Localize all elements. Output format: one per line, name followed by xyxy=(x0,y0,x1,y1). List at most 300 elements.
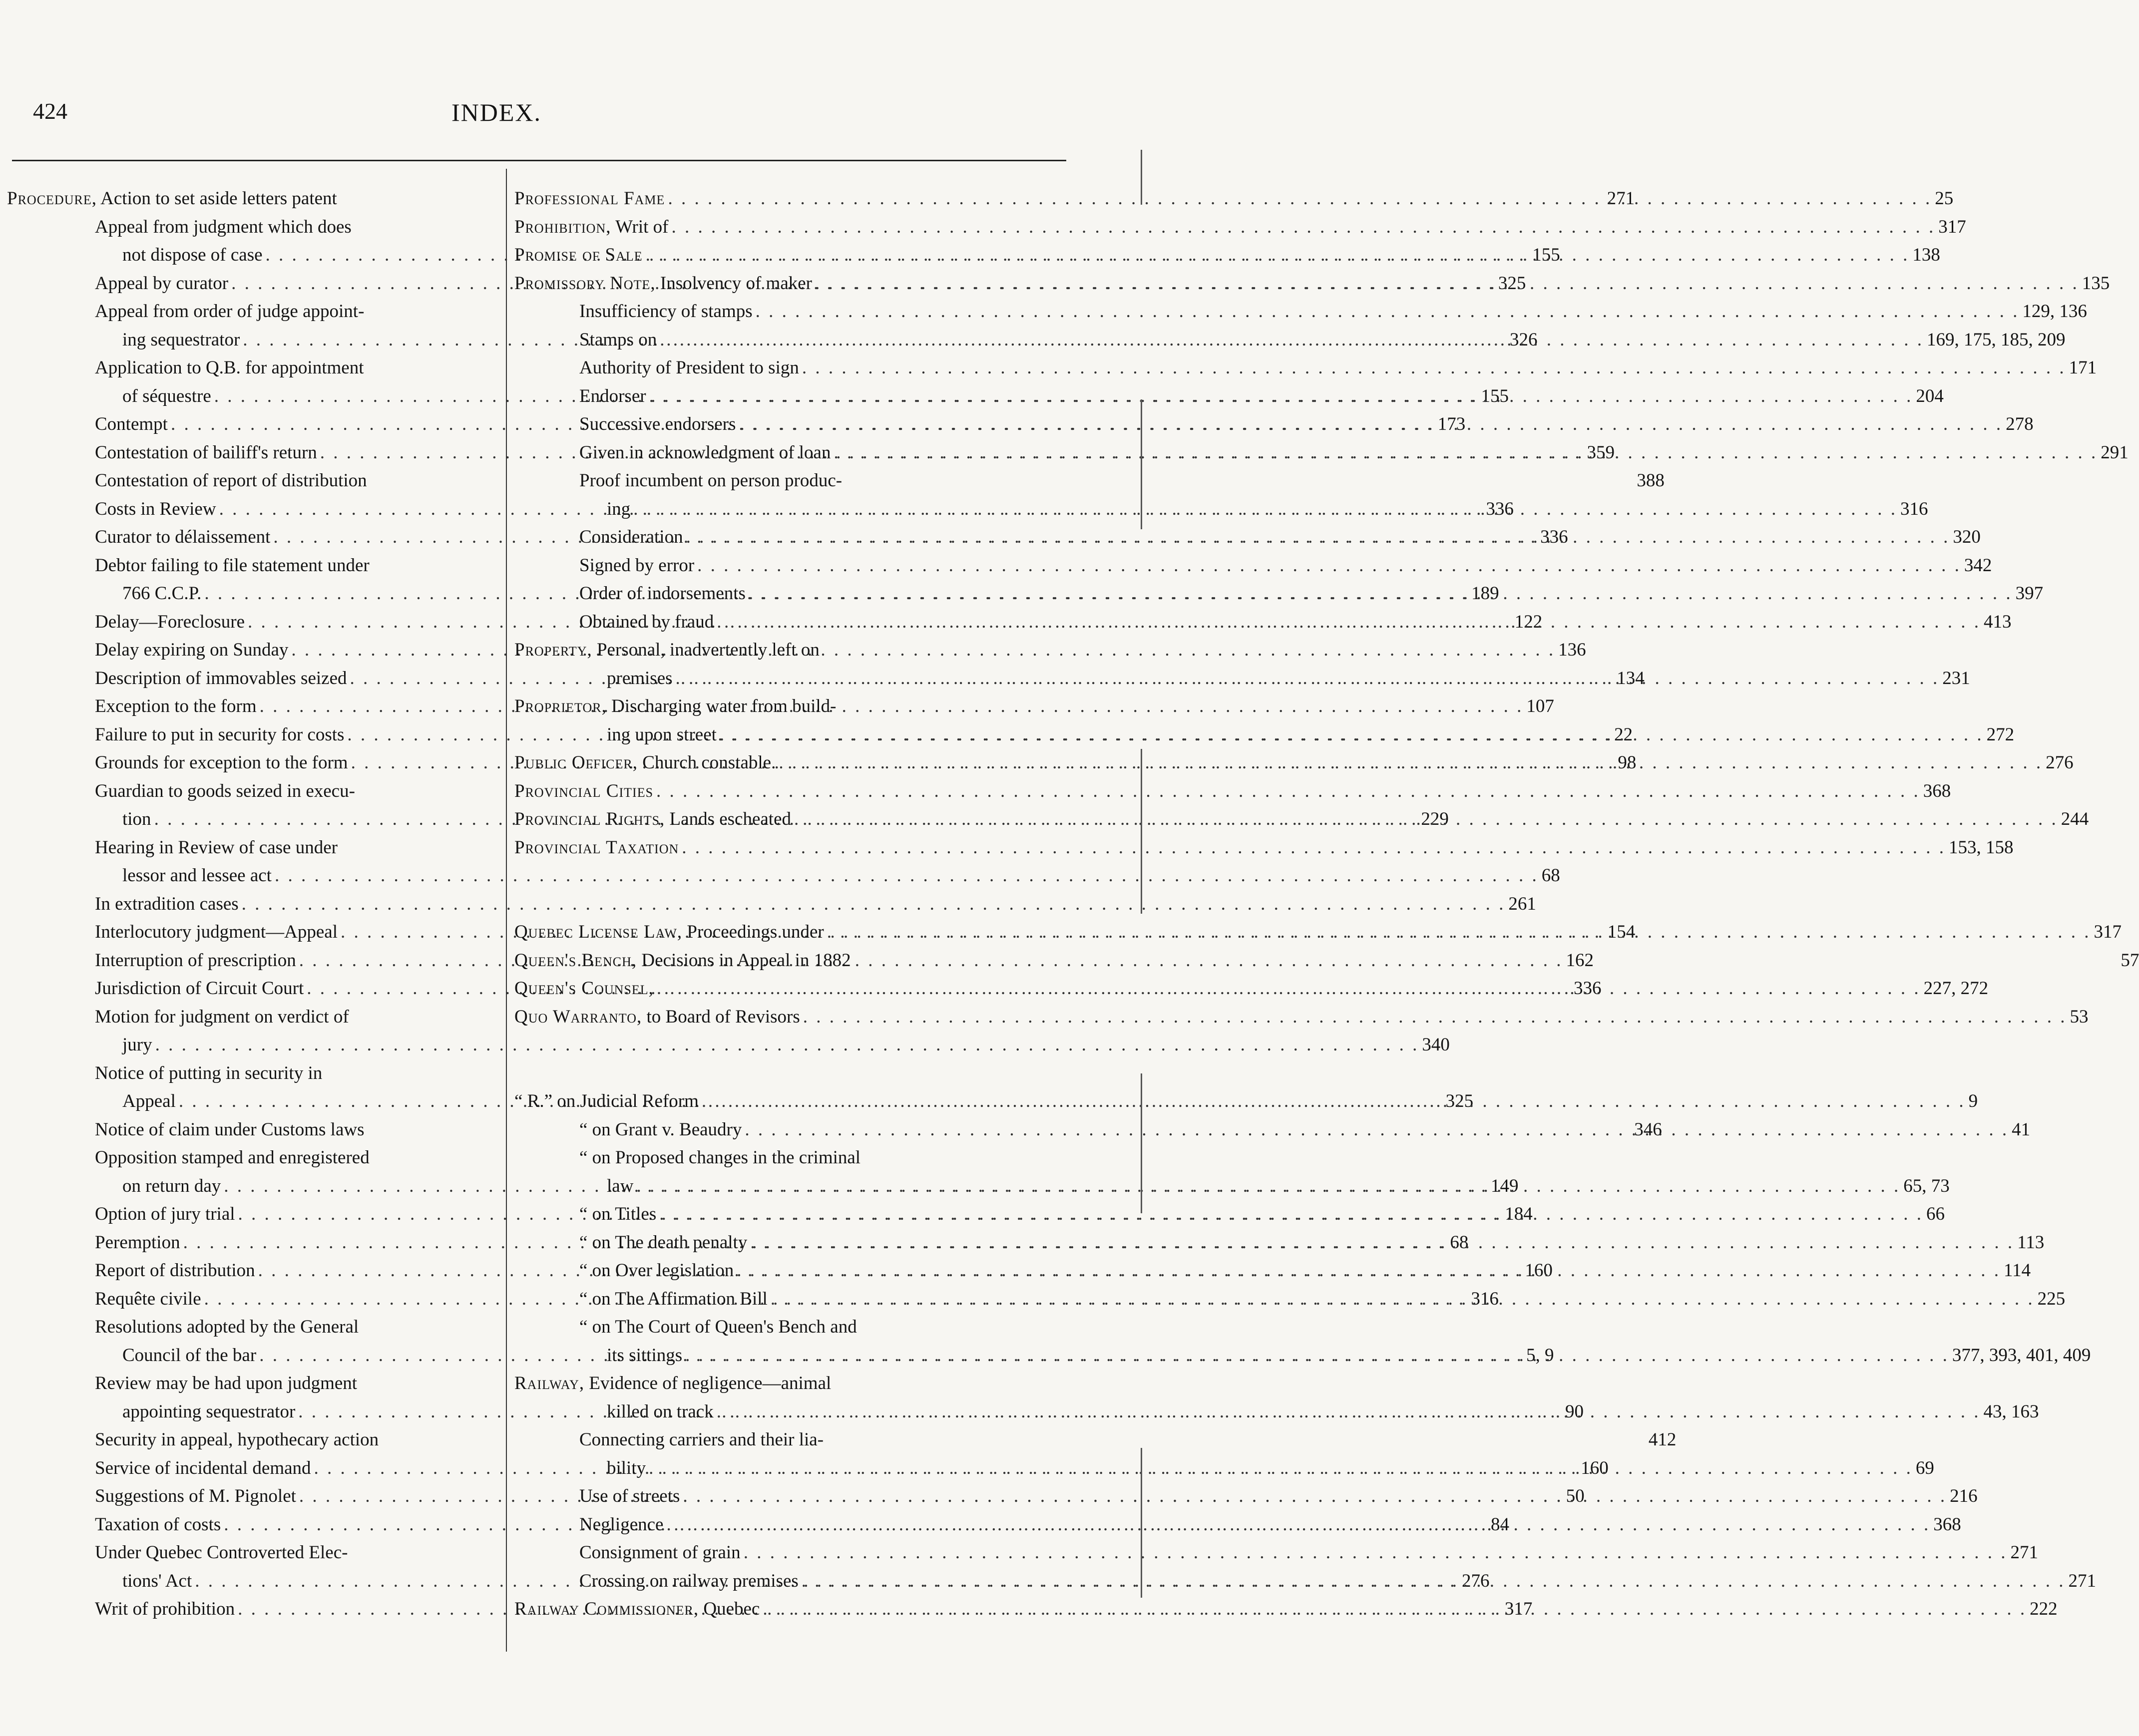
leader-dots xyxy=(686,523,1950,552)
index-subentry: Security in appeal, hypothecary action xyxy=(95,1429,379,1450)
index-subentry: tion xyxy=(122,809,151,829)
page-reference: 69 xyxy=(1915,1457,1934,1478)
index-entry-text xyxy=(95,467,367,495)
index-entry-text xyxy=(122,1087,176,1116)
page-reference: 261 xyxy=(1508,893,1536,914)
index-subentry: Opposition stamped and enregistered xyxy=(95,1147,370,1168)
page-reference: 9 xyxy=(1968,1091,1978,1111)
index-entry-text xyxy=(514,241,643,270)
index-entry xyxy=(0,1003,505,1032)
index-entry-text xyxy=(514,1370,831,1398)
index-subentry: its sittings xyxy=(607,1345,683,1366)
index-heading: Railway Commissioner, xyxy=(514,1599,699,1619)
index-entry-text xyxy=(514,1595,760,1624)
page-reference: 316 xyxy=(1471,1288,1499,1309)
index-entry-text xyxy=(579,523,683,552)
index-subentry: Lands escheated xyxy=(665,809,792,829)
index-entry-text xyxy=(579,298,753,326)
leader-dots xyxy=(763,1595,2027,1624)
margin-mark xyxy=(1141,150,1142,205)
page-reference: 346 xyxy=(1634,1119,1662,1140)
leader-dots xyxy=(656,777,1920,806)
index-subentry: Quebec xyxy=(699,1599,760,1619)
index-subentry: Notice of claim under Customs laws xyxy=(95,1119,365,1140)
index-subentry: Authority of President to sign xyxy=(579,357,799,378)
index-subentry: ing upon street xyxy=(607,724,717,745)
index-entry xyxy=(0,862,1560,890)
page-number: 424 xyxy=(33,98,67,124)
page-reference: 57 xyxy=(2121,950,2139,971)
index-heading: Provincial Taxation xyxy=(514,837,679,858)
index-subentry: Personal, inadvertently left on xyxy=(592,640,820,660)
margin-mark xyxy=(1141,749,1142,914)
index-entry xyxy=(514,1031,976,1059)
index-subentry: Appeal from order of judge appoint- xyxy=(95,301,365,322)
page-reference: 316 xyxy=(1900,498,1928,519)
page-title: INDEX. xyxy=(451,98,542,126)
header-rule-left xyxy=(12,160,439,161)
index-subentry: jury xyxy=(122,1035,152,1055)
page-reference: 340 xyxy=(1422,1035,1450,1055)
index-entry-text xyxy=(95,918,338,947)
index-entry xyxy=(514,777,1951,806)
index-entry-text xyxy=(514,947,851,975)
index-entry-text xyxy=(579,552,694,580)
page-reference: 138 xyxy=(1912,245,1940,265)
index-subentry: “ on The Court of Queen's Bench and xyxy=(579,1317,857,1337)
index-entry-text xyxy=(95,1539,348,1567)
index-subentry: bility xyxy=(607,1457,646,1478)
page-reference: 171 xyxy=(2069,357,2097,378)
index-subentry: Option of jury trial xyxy=(95,1204,235,1224)
index-entry xyxy=(514,1539,2038,1567)
index-subentry: “ on Grant v. Beaudry xyxy=(579,1119,742,1140)
leader-dots xyxy=(676,665,1940,693)
index-entry xyxy=(514,552,1992,580)
index-subentry: Crossing on railway premises xyxy=(579,1570,799,1591)
index-subentry: “ on Over legislation xyxy=(579,1260,734,1281)
page-reference: 325 xyxy=(1498,273,1526,294)
index-entry-text xyxy=(579,1144,860,1172)
index-entry-text xyxy=(95,1229,180,1257)
index-heading: Property, xyxy=(514,640,592,660)
index-entry-text xyxy=(579,1426,824,1454)
index-entry xyxy=(514,834,2014,862)
page-reference: 368 xyxy=(1923,780,1951,801)
index-entry xyxy=(0,1059,505,1088)
index-subentry: Appeal from judgment which does xyxy=(95,216,352,237)
page-reference: 342 xyxy=(1964,555,1992,576)
index-subentry: Service of incidental demand xyxy=(95,1457,311,1478)
index-entry-text xyxy=(122,805,151,834)
index-subentry: Application to Q.B. for appointment xyxy=(95,357,364,378)
page-reference: 276 xyxy=(1462,1570,1490,1591)
page-reference: 317 xyxy=(2094,922,2122,942)
index-entry-text xyxy=(514,636,820,665)
index-subentry: Contempt xyxy=(95,414,168,434)
index-subentry: killed on track xyxy=(607,1401,714,1422)
index-entry-text xyxy=(579,354,799,382)
leader-dots xyxy=(802,354,2066,382)
leader-dots xyxy=(657,975,1921,1003)
leader-dots xyxy=(827,918,2091,947)
page-reference: 160 xyxy=(1525,1260,1553,1281)
index-entry-text xyxy=(514,834,679,862)
index-entry xyxy=(0,777,505,806)
margin-mark xyxy=(1141,399,1142,529)
index-entry-text xyxy=(95,298,364,326)
page-reference: 50 xyxy=(1566,1486,1585,1506)
index-entry-text xyxy=(579,1200,656,1229)
index-entry xyxy=(0,1031,1450,1059)
index-subentry: Grounds for exception to the form xyxy=(95,752,348,773)
index-entry-text xyxy=(122,1342,256,1370)
leader-dots xyxy=(717,1398,1981,1426)
leader-dots xyxy=(739,410,2003,439)
page-reference: 113 xyxy=(2017,1232,2045,1253)
index-subentry: Contestation of report of distribution xyxy=(95,470,367,491)
page-reference: 204 xyxy=(1916,385,1944,406)
index-heading: Provincial Cities xyxy=(514,780,654,801)
page-reference: 271 xyxy=(2010,1542,2038,1563)
index-entry-text xyxy=(95,1426,379,1454)
page-reference: 326 xyxy=(1510,329,1538,350)
index-entry-text xyxy=(95,1003,349,1032)
index-subentry: Delay—Foreclosure xyxy=(95,611,245,632)
margin-mark xyxy=(1141,1073,1142,1213)
index-entry-text xyxy=(95,213,352,242)
leader-dots xyxy=(702,1087,1966,1116)
index-entry-text xyxy=(95,608,245,637)
leader-dots xyxy=(803,1003,2067,1032)
index-entry-text xyxy=(514,918,824,947)
page-reference: 53 xyxy=(2070,1006,2089,1027)
index-entry-text xyxy=(95,1511,221,1539)
leader-dots xyxy=(659,1200,1923,1229)
index-entry-text xyxy=(579,1257,734,1285)
index-entry-text xyxy=(514,213,668,242)
index-subentry: Exception to the form xyxy=(95,696,257,716)
index-subentry: Insolvency of maker xyxy=(655,273,812,294)
index-entry xyxy=(0,298,505,326)
index-entry-text xyxy=(122,862,272,890)
page-reference: 122 xyxy=(1514,611,1543,632)
index-subentry: Successive endorsers xyxy=(579,414,736,434)
index-subentry: Interruption of prescription xyxy=(95,950,296,971)
index-heading: Queen's Bench, xyxy=(514,950,637,971)
index-entry-text xyxy=(95,975,304,1003)
index-entry-text xyxy=(579,1229,747,1257)
index-subentry: “ on The death penalty xyxy=(579,1232,748,1253)
index-entry-text xyxy=(95,270,228,298)
index-subentry: Costs in Review xyxy=(95,498,216,519)
index-entry-text xyxy=(95,1595,235,1624)
index-subentry: Motion for judgment on verdict of xyxy=(95,1006,349,1027)
page-reference: 65, 73 xyxy=(1903,1175,1950,1196)
index-entry-text xyxy=(95,1482,296,1511)
page-reference: 229 xyxy=(1421,809,1449,829)
index-subentry: Guardian to goods seized in execu- xyxy=(95,780,355,801)
page-reference: 325 xyxy=(1445,1091,1474,1111)
page-reference: 25 xyxy=(1935,188,1954,209)
header-rule-right xyxy=(385,160,1066,161)
leader-dots xyxy=(660,326,1924,354)
page-reference: 41 xyxy=(2012,1119,2031,1140)
page-reference: 22 xyxy=(1614,724,1633,745)
index-entry-text xyxy=(514,749,776,777)
index-entry xyxy=(514,890,976,919)
index-entry-text xyxy=(95,834,338,862)
index-entry-text xyxy=(514,975,654,1003)
index-subentry: “ on Proposed changes in the criminal xyxy=(579,1147,861,1168)
index-entry-text xyxy=(122,1172,221,1201)
page-reference: 359 xyxy=(1587,442,1615,463)
index-entry-text xyxy=(95,1313,359,1342)
index-subentry: Curator to délaissement xyxy=(95,527,271,547)
index-subentry: law xyxy=(607,1175,634,1196)
index-subentry: to Board of Revisors xyxy=(642,1006,800,1027)
index-entry-text xyxy=(579,382,646,411)
page-reference: 84 xyxy=(1491,1514,1509,1535)
index-entry-text xyxy=(95,1257,255,1285)
index-entry-text xyxy=(95,552,370,580)
page-reference: 68 xyxy=(1450,1232,1469,1253)
index-entry xyxy=(514,298,2087,326)
index-entry xyxy=(514,1144,976,1172)
index-entry xyxy=(514,862,976,890)
page-reference: 154 xyxy=(1607,922,1636,942)
index-subentry: on return day xyxy=(122,1175,221,1196)
page-reference: 98 xyxy=(1618,752,1637,773)
index-heading: Professional Fame xyxy=(514,188,665,209)
index-subentry: “ on The Affirmation Bill xyxy=(579,1288,768,1309)
index-subentry: Peremption xyxy=(95,1232,180,1253)
page-reference: 377, 393, 401, 409 xyxy=(1952,1345,2091,1366)
page-reference: 225 xyxy=(2037,1288,2066,1309)
index-entry-text xyxy=(95,636,288,665)
leader-dots xyxy=(720,721,1984,749)
index-entry-text xyxy=(95,665,347,693)
leader-dots xyxy=(683,1482,1947,1511)
index-entry-text xyxy=(607,721,717,749)
page-reference: 90 xyxy=(1565,1401,1584,1422)
index-subentry: Action to set aside letters patent xyxy=(96,188,337,209)
index-entry-text xyxy=(514,777,653,806)
index-entry xyxy=(514,1003,2089,1032)
leader-dots xyxy=(685,1342,1949,1370)
index-subentry: Council of the bar xyxy=(122,1345,257,1366)
index-entry-text xyxy=(579,1539,741,1567)
index-subentry: Contestation of bailiff's return xyxy=(95,442,317,463)
index-entry-text xyxy=(7,185,337,213)
page-reference: 271 xyxy=(1607,188,1635,209)
page-reference: 397 xyxy=(2015,583,2044,604)
leader-dots xyxy=(671,213,1935,242)
page-reference: 388 xyxy=(1637,470,1665,491)
index-subentry: ing sequestrator xyxy=(122,329,240,350)
page-reference: 5, 9 xyxy=(1526,1345,1554,1366)
index-entry xyxy=(0,834,505,862)
index-entry xyxy=(514,467,976,495)
page-reference: 336 xyxy=(1486,498,1514,519)
index-entry xyxy=(514,693,976,721)
index-entry-text xyxy=(95,1059,322,1088)
page-reference: 216 xyxy=(1950,1486,1978,1506)
index-entry-text xyxy=(607,1398,714,1426)
page-reference: 227, 272 xyxy=(1923,978,1989,999)
page-reference: 276 xyxy=(2046,752,2074,773)
index-entry-text xyxy=(579,326,657,354)
index-subentry: Appeal xyxy=(122,1091,176,1111)
index-subentry: Consideration xyxy=(579,527,683,547)
index-entry-text xyxy=(607,1454,646,1483)
index-subentry: Jurisdiction of Circuit Court xyxy=(95,978,304,999)
page-reference: 153, 158 xyxy=(1949,837,2014,858)
index-heading: Proprietor, xyxy=(514,696,607,716)
index-subentry: tions' Act xyxy=(122,1570,192,1591)
index-entry-text xyxy=(514,1087,699,1116)
index-entry-text xyxy=(579,1511,663,1539)
index-subentry: Connecting carriers and their lia- xyxy=(579,1429,824,1450)
index-subentry: Stamps on xyxy=(579,329,657,350)
page-reference: 317 xyxy=(1938,216,1966,237)
index-subentry: Writ of prohibition xyxy=(95,1599,235,1619)
index-entry-text xyxy=(579,410,736,439)
index-entry-text xyxy=(514,185,665,213)
index-heading: Railway, xyxy=(514,1373,585,1393)
index-subentry: appointing sequestrator xyxy=(122,1401,296,1422)
leader-dots xyxy=(802,1567,2066,1596)
page-reference: 336 xyxy=(1540,527,1568,547)
page-reference: 155 xyxy=(1481,385,1509,406)
leader-dots xyxy=(756,298,2020,326)
index-subentry: 766 C.C.P. xyxy=(122,583,202,604)
index-subentry: Notice of putting in security in xyxy=(95,1062,323,1083)
margin-mark xyxy=(1141,1448,1142,1598)
page-reference: 173 xyxy=(1437,414,1466,434)
index-entry-text xyxy=(95,1370,357,1398)
leader-dots xyxy=(633,495,1897,524)
index-entry-text xyxy=(514,693,836,721)
page-reference: 162 xyxy=(1566,950,1594,971)
index-subentry: Discharging water from build- xyxy=(606,696,837,716)
index-subentry: Under Quebec Controverted Elec- xyxy=(95,1542,348,1563)
index-entry-text xyxy=(579,608,714,637)
index-subentry: Delay expiring on Sunday xyxy=(95,640,289,660)
index-entry-text xyxy=(122,1398,295,1426)
leader-dots xyxy=(794,805,2058,834)
page-reference: 336 xyxy=(1574,978,1602,999)
page-reference: 160 xyxy=(1581,1457,1609,1478)
index-entry-text xyxy=(95,354,364,382)
index-subentry: Order of indorsements xyxy=(579,583,746,604)
index-entry-text xyxy=(579,580,746,608)
index-subentry: Appeal by curator xyxy=(95,273,229,294)
index-subentry: Debtor failing to file statement under xyxy=(95,555,370,576)
leader-dots xyxy=(646,241,1910,270)
index-subentry: Review may be had upon judgment xyxy=(95,1373,358,1393)
index-subentry: lessor and lessee act xyxy=(122,865,272,886)
index-heading: Public Officer, xyxy=(514,752,638,773)
page-reference: 278 xyxy=(2006,414,2034,434)
index-subentry: Requête civile xyxy=(95,1288,201,1309)
index-entry-text xyxy=(95,749,348,777)
index-entry-text xyxy=(95,439,317,467)
leader-dots xyxy=(666,1511,1930,1539)
page-reference: 134 xyxy=(1617,668,1645,689)
leader-dots xyxy=(749,580,2013,608)
index-entry xyxy=(0,552,505,580)
page-reference: 129, 136 xyxy=(2022,301,2087,322)
index-entry-text xyxy=(95,777,355,806)
index-entry xyxy=(514,354,2097,382)
index-subentry: “ R.” on Judicial Reform xyxy=(514,1091,699,1111)
leader-dots xyxy=(815,270,2079,298)
index-subentry: Church constable. xyxy=(637,752,776,773)
index-subentry: Resolutions adopted by the General xyxy=(95,1317,359,1337)
index-subentry: not dispose of case xyxy=(122,245,263,265)
page-reference: 189 xyxy=(1471,583,1499,604)
index-subentry: Proceedings under xyxy=(682,922,824,942)
index-entry xyxy=(514,213,1966,242)
index-heading: Provincial Rights, xyxy=(514,809,665,829)
leader-dots xyxy=(834,439,2098,467)
index-entry-text xyxy=(514,805,791,834)
index-entry xyxy=(0,890,1536,919)
index-subentry: Report of distribution xyxy=(95,1260,255,1281)
index-subentry: Writ of xyxy=(611,216,669,237)
leader-dots xyxy=(636,1172,1900,1201)
index-entry-text xyxy=(95,1285,201,1314)
page-reference: 114 xyxy=(2004,1260,2031,1281)
index-entry-text xyxy=(95,1454,311,1483)
index-entry-text xyxy=(95,721,344,749)
index-subentry: Insufficiency of stamps xyxy=(579,301,753,322)
index-entry-text xyxy=(514,270,812,298)
index-subentry: Suggestions of M. Pignolet xyxy=(95,1486,296,1506)
index-entry-text xyxy=(95,890,239,919)
index-entry-text xyxy=(579,439,831,467)
page-reference: 231 xyxy=(1942,668,1970,689)
index-entry-text xyxy=(122,1567,192,1596)
index-subentry: “ on Titles xyxy=(579,1204,657,1224)
index-entry-text xyxy=(122,580,201,608)
page-reference: 155 xyxy=(1532,245,1560,265)
index-subentry: Failure to put in security for costs xyxy=(95,724,345,745)
index-entry xyxy=(0,213,505,242)
index-heading: Quo Warranto, xyxy=(514,1006,642,1027)
page-reference: 413 xyxy=(1983,611,2012,632)
index-entry-text xyxy=(95,1200,235,1229)
page-reference: 169, 175, 185, 209 xyxy=(1926,329,2066,350)
index-entry-text xyxy=(579,1313,857,1342)
page-reference: 136 xyxy=(1558,640,1586,660)
index-entry-text xyxy=(122,382,211,411)
index-entry-text xyxy=(514,1003,800,1032)
page-reference: 149 xyxy=(1491,1175,1519,1196)
page-reference: 272 xyxy=(1986,724,2015,745)
leader-dots xyxy=(717,608,1981,637)
page-reference: 66 xyxy=(1926,1204,1945,1224)
index-entry xyxy=(514,1313,976,1342)
page-reference: 291 xyxy=(2101,442,2129,463)
page-reference: 244 xyxy=(2061,809,2089,829)
index-entry-text xyxy=(122,241,263,270)
index-subentry: Decisions in Appeal in 1882 xyxy=(637,950,851,971)
index-entry-text xyxy=(607,495,630,524)
leader-dots xyxy=(697,552,1961,580)
index-subentry: ing xyxy=(607,498,631,519)
